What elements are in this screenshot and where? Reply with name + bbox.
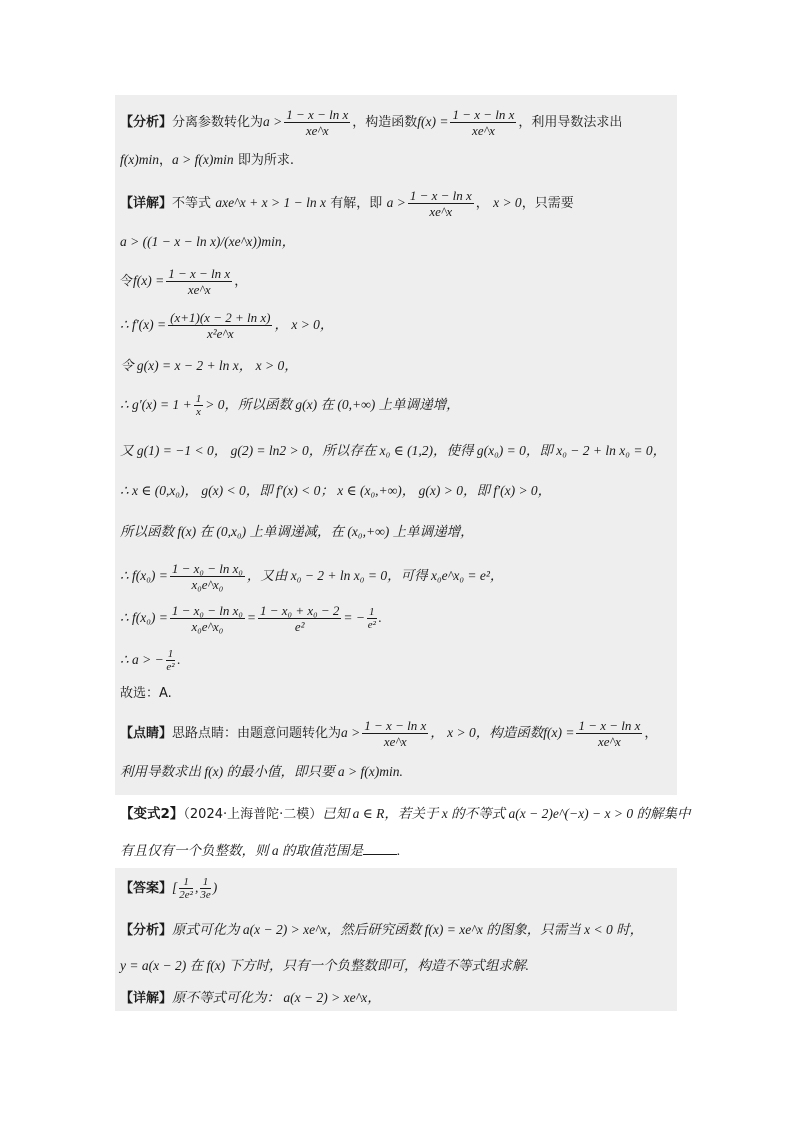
analysis-line-2: f(x)min，a > f(x)min 即为所求.	[120, 152, 295, 168]
analysis-line-1: 【分析】分离参数转化为a > $\frac{\text{1 − x − ln x}}{xe\^{}x}$ ，构造函数f(x) = $\frac{\text{1 − x − ln x}}{xe\^{}x}$ ，利用导数法求出	[120, 107, 623, 138]
detail-line-9: 所以函数 f(x) 在 (0,x₀) 上单调递减，在 (x₀,+∞) 上单调递增，	[120, 524, 474, 539]
analysis2-tag: 【分析】	[120, 923, 173, 938]
detail-answer: 故选：A.	[120, 686, 172, 701]
detail-line-7: 又 g(1) = −1 < 0， g(2) = ln2 > 0，所以存在 x₀ ∈ (1,2)，使得 g(x₀) = 0，即 x₀ − 2 + ln x₀ = 0，	[120, 443, 667, 458]
detail-line-2: a > ((1 − x − ln x)/(xe^x))min，	[120, 234, 296, 249]
variant-tag: 【变式2】	[120, 806, 184, 822]
detail-line-4: ∴ f′(x) = $\frac{\text{(x+1)(x − 2 + ln x)}}{\text{x²e\textasciicircum{}x}}$ ， x > 0，	[120, 310, 334, 341]
answer-blank	[363, 842, 397, 855]
variant-line-2: 有且仅有一个负整数，则 a 的取值范围是 .	[120, 843, 401, 858]
remark-tag: 【点睛】	[120, 726, 173, 741]
detail2-line-1: 【详解】原不等式可化为： a(x − 2) > xe^x，	[120, 990, 381, 1006]
analysis2-line-2: y = a(x − 2) 在 f(x) 下方时，只有一个负整数即可，构造不等式组求解.	[120, 958, 529, 973]
detail-line-8: ∴ x ∈ (0,x₀)， g(x) < 0，即 f′(x) < 0； x ∈ (x₀,+∞)， g(x) > 0，即 f′(x) > 0，	[120, 483, 552, 498]
remark-line-2: 利用导数求出 f(x) 的最小值，即只要 a > f(x)min.	[120, 764, 403, 779]
detail-line-10: ∴ f(x₀) = $\frac{\text{1 − x₀ − ln x₀}}{\text{x₀e\textasciicircum{}x₀}}$ ，又由 x₀ − 2 + ln x₀ = 0，可得 x₀e^x₀ = e²，	[120, 561, 504, 592]
detail2-tag: 【详解】	[120, 991, 173, 1006]
answer-tag: 【答案】	[120, 881, 173, 896]
variant-line-1: 【变式2】（2024·上海普陀·二模）已知 a ∈ R，若关于 x 的不等式 a(x − 2)e^(−x) − x > 0 的解集中	[120, 806, 691, 822]
answer-line: 【答案】[ $\frac{1}{\text{2e²}}$ , $\frac{1}{3e}$ )	[120, 876, 218, 901]
fraction: $\frac{\text{1 − x − ln x}}{xe\^{}x}$	[452, 107, 515, 138]
detail-line-1: 【详解】不等式 axe^x + x > 1 − ln x 有解，即 a > $\frac{\text{1 − x − ln x}}{xe\^{}x}$ ， x > 0，只需要	[120, 188, 574, 219]
analysis2-line-1: 【分析】原式可化为 a(x − 2) > xe^x，然后研究函数 f(x) = xe^x 的图象，只需当 x < 0 时，	[120, 922, 644, 938]
detail-line-12: ∴ a > − $\frac{1}{\text{e²}}$ .	[120, 648, 181, 673]
detail-line-11: ∴ f(x₀) = $\frac{\text{1 − x₀ − ln x₀}}{\text{x₀e\textasciicircum{}x₀}}$ = $\frac{\text{1 − x₀ + x₀ − 2}}{\text{e²}}$ = − $\frac{1}{\text{e²}}$ .	[120, 603, 382, 634]
detail-line-3: 令f(x) = $\frac{\text{1 − x − ln x}}{xe\^{}x}$ ，	[120, 266, 248, 297]
detail-line-5: 令 g(x) = x − 2 + ln x， x > 0，	[120, 358, 298, 373]
detail-tag: 【详解】	[120, 196, 173, 211]
analysis-tag: 【分析】	[120, 115, 173, 130]
detail-line-6: ∴ g′(x) = 1 + $\frac{1}{x}$ > 0，所以函数 g(x) 在 (0,+∞) 上单调递增，	[120, 393, 460, 418]
fraction: $\frac{\text{1 − x − ln x}}{xe\^{}x}$	[286, 107, 349, 138]
remark-line-1: 【点睛】思路点睛：由题意问题转化为a > $\frac{\text{1 − x − ln x}}{xe\^{}x}$ ， x > 0，构造函数f(x) = $\frac{\text{1 − x − ln x}}{xe\^{}x}$ ，	[120, 718, 658, 749]
